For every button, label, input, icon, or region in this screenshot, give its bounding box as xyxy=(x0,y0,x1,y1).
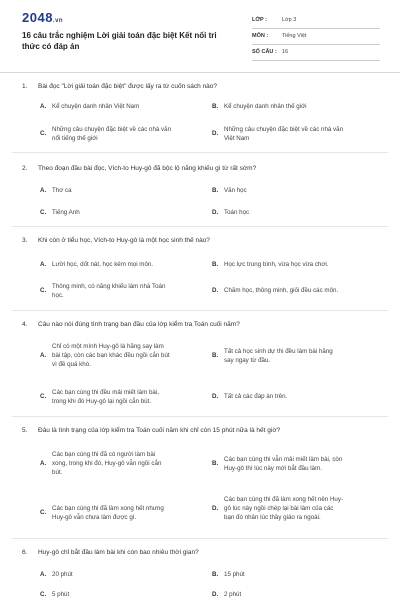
divider xyxy=(12,538,388,539)
question-text: 3. Khi còn ở tiểu học, Vích-to Huy-gô là một học sinh thế nào? xyxy=(22,237,210,244)
meta-value: Lớp 3 xyxy=(282,17,297,23)
document-header xyxy=(0,0,400,73)
question-text: 5. Đâu là tình trạng của lớp kiểm tra Toán cuối năm khi chỉ còn 15 phút nữa là hết giờ? xyxy=(22,427,281,434)
site-logo[interactable] xyxy=(22,10,63,25)
meta-key: SỐ CÂU : xyxy=(252,49,277,55)
meta-value: Tiếng Việt xyxy=(282,33,307,39)
divider xyxy=(12,310,388,311)
logo-tld: .vn xyxy=(52,18,64,24)
quiz-page: 2048.vn 16 câu trắc nghiệm Lời giải toán đặc biệt Kết nối tri thức có đáp án LỚP : Lớp 3 MÔN : Tiếng Việt SỐ CÂU : 16 1. Bài đọc "Lời giải toán đặc biệt" được lấy ra từ cuốn sách nào? A. Kể chuyện danh nhân Việt Nam B. Kể chuyện danh nhân thế giới C. Những câu chuyện đặc biệt về các nhà văn nổi tiếng thế giới D. Những câu chuyện đặc biệt về các nhà văn Việt Nam 2. Theo đoạn đầu bài đọc, Vích-to Huy-gô đã bộc lộ năng khiếu gì từ rất sớm? A. Thơ ca B. Văn học C. Tiếng Anh D. Toán học 3. Khi còn ở tiểu học, Vích-to Huy-gô là một học sinh thế nào? A. Lười học, dốt nát, học kém mọi môn. B. Học lực trung bình, vừa học vừa chơi. C. Thông minh, có năng khiếu làm nhà Toán học. D. Chăm học, thông minh, giỏi đều các môn. 4. Câu nào nói đúng tình trạng ban đầu của lớp kiểm tra Toán cuối năm? A. Chỉ có một mình Huy-gô là hăng say làm bài tập, còn các bạn khác đều ngồi cắn bút vì đề quá khó. B. Tất cả học sinh dự thi đều làm bài hăng say ngay từ đầu. C. Các bạn cùng thi đều mải miết làm bài, trong khi đó Huy-gô lại ngồi cắn bút. D. Tất cả các đáp án trên. 5. Đâu là tình trạng của lớp kiểm tra Toán cuối năm khi chỉ còn 15 phút nữa là hết giờ? A. Các bạn cùng thi đã có người làm bài xong, trong khi đó, Huy-gô vẫn ngồi cắn bút. B. Các bạn cùng thi vẫn mải miết làm bài, còn Huy-gô thì lúc này mới bắt đầu làm. C. Các bạn cùng thi đã làm xong hết nhưng Huy-gô vẫn chưa làm được gì. D. Các bạn cùng thi đã làm xong hết nên Huy- gô lúc này ngồi chép lại bài làm của các bạn đó nhân lúc thầy giáo ra ngoài. 6. Huy-gô chỉ bắt đầu làm bài khi còn bao nhiêu thời gian? A. 20 phút B. 15 phút C. 5 phút D. 2 phút xyxy=(0,0,400,600)
meta-row-grade xyxy=(252,14,380,29)
divider xyxy=(12,226,388,227)
question-text: 6. Huy-gô chỉ bắt đầu làm bài khi còn bao nhiêu thời gian? xyxy=(22,549,199,556)
meta-value: 16 xyxy=(282,49,289,55)
meta-key: LỚP : xyxy=(252,17,267,23)
question-text: 1. Bài đọc "Lời giải toán đặc biệt" được lấy ra từ cuốn sách nào? xyxy=(22,83,218,90)
divider xyxy=(12,152,388,153)
meta-row-subject xyxy=(252,30,380,45)
document-title: 16 câu trắc nghiệm Lời giải toán đặc biệt Kết nối tri thức có đáp án xyxy=(22,31,217,51)
question-text: 2. Theo đoạn đầu bài đọc, Vích-to Huy-gô đã bộc lộ năng khiếu gì từ rất sớm? xyxy=(22,165,257,172)
question-text: 4. Câu nào nói đúng tình trạng ban đầu của lớp kiểm tra Toán cuối năm? xyxy=(22,321,240,328)
meta-row-count xyxy=(252,46,380,61)
meta-key: MÔN : xyxy=(252,33,269,39)
divider xyxy=(12,416,388,417)
logo-text: 2048 xyxy=(22,10,53,25)
